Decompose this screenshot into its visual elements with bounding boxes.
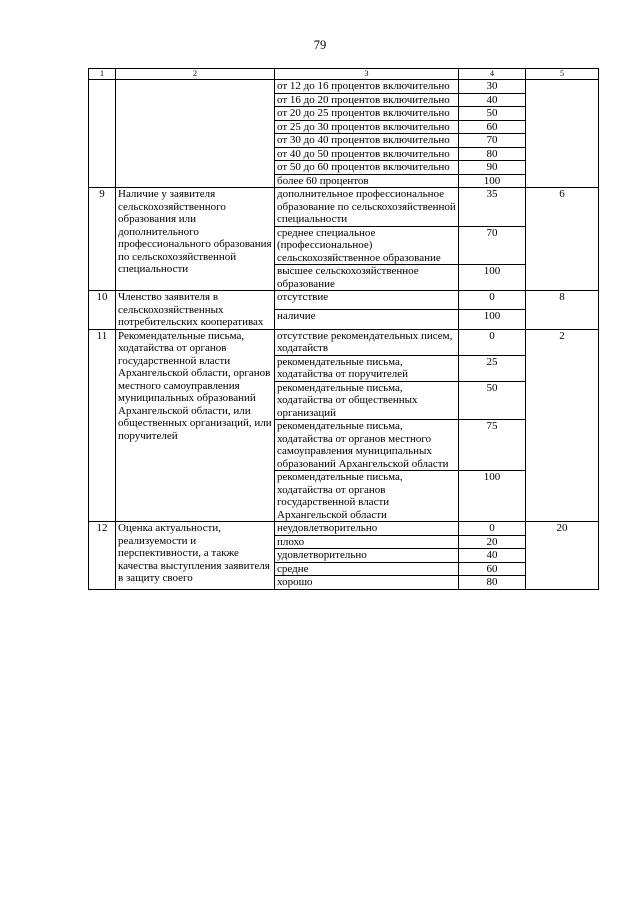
criterion-text: Наличие у заявителя сельскохозяйственного образования или дополнительного профессионального образования по сельскохозяйственной специальности <box>116 188 275 291</box>
max-score: 6 <box>526 188 599 291</box>
row-number: 12 <box>89 522 116 590</box>
option-text: от 12 до 16 процентов включительно <box>275 80 459 94</box>
row-number-cell <box>89 80 116 188</box>
option-value: 90 <box>459 161 526 175</box>
option-text: высшее сельскохозяйственное образование <box>275 265 459 291</box>
max-score: 8 <box>526 291 599 330</box>
option-value: 100 <box>459 471 526 522</box>
option-text: от 30 до 40 процентов включительно <box>275 134 459 148</box>
option-value: 75 <box>459 420 526 471</box>
option-value: 60 <box>459 120 526 134</box>
option-value: 80 <box>459 576 526 590</box>
option-text: от 50 до 60 процентов включительно <box>275 161 459 175</box>
option-text: рекомендательные письма, ходатайства от органов государственной власти Архангельской области <box>275 471 459 522</box>
table-row <box>89 329 599 355</box>
option-text: хорошо <box>275 576 459 590</box>
option-text: плохо <box>275 535 459 549</box>
option-text: средне <box>275 562 459 576</box>
table-row <box>89 291 599 310</box>
option-value: 100 <box>459 174 526 188</box>
row-number: 10 <box>89 291 116 330</box>
option-text: неудовлетворительно <box>275 522 459 536</box>
option-text: от 40 до 50 процентов включительно <box>275 147 459 161</box>
option-text: среднее специальное (профессиональное) сельскохозяйственное образование <box>275 226 459 265</box>
option-value: 30 <box>459 80 526 94</box>
option-value: 0 <box>459 329 526 355</box>
column-number-row <box>89 69 599 80</box>
option-text: рекомендательные письма, ходатайства от общественных организаций <box>275 381 459 420</box>
option-value: 50 <box>459 381 526 420</box>
column-number: 5 <box>526 69 599 80</box>
option-value: 40 <box>459 93 526 107</box>
option-text: наличие <box>275 310 459 329</box>
column-number: 4 <box>459 69 526 80</box>
option-value: 35 <box>459 188 526 227</box>
option-text: от 16 до 20 процентов включительно <box>275 93 459 107</box>
option-value: 50 <box>459 107 526 121</box>
criterion-text: Оценка актуальности, реализуемости и перспективности, а также качества выступления заявителя в защиту своего <box>116 522 275 590</box>
option-value: 60 <box>459 562 526 576</box>
option-value: 20 <box>459 535 526 549</box>
option-value: 70 <box>459 134 526 148</box>
column-number: 2 <box>116 69 275 80</box>
option-value: 80 <box>459 147 526 161</box>
option-text: от 20 до 25 процентов включительно <box>275 107 459 121</box>
max-score-cell <box>526 80 599 188</box>
page-number: 79 <box>313 38 327 52</box>
row-number: 9 <box>89 188 116 291</box>
option-value: 70 <box>459 226 526 265</box>
option-text: отсутствие рекомендательных писем, ходатайств <box>275 329 459 355</box>
option-text: отсутствие <box>275 291 459 310</box>
option-text: более 60 процентов <box>275 174 459 188</box>
option-value: 100 <box>459 265 526 291</box>
option-text: удовлетворительно <box>275 549 459 563</box>
criterion-text: Членство заявителя в сельскохозяйственных потребительских кооперативах <box>116 291 275 330</box>
option-text: дополнительное профессиональное образование по сельскохозяйственной специальности <box>275 188 459 227</box>
option-text: от 25 до 30 процентов включительно <box>275 120 459 134</box>
max-score: 2 <box>526 329 599 522</box>
criterion-cell <box>116 80 275 188</box>
option-value: 25 <box>459 355 526 381</box>
option-text: рекомендательные письма, ходатайства от поручителей <box>275 355 459 381</box>
table-row <box>89 522 599 536</box>
option-value: 40 <box>459 549 526 563</box>
option-value: 0 <box>459 522 526 536</box>
criterion-text: Рекомендательные письма, ходатайства от органов государственной власти Архангельской области, органов местного самоуправления муниципальных образований Архангельской области, или общественных организаций, или поручителей <box>116 329 275 522</box>
table-row <box>89 80 599 94</box>
column-number: 3 <box>275 69 459 80</box>
column-number: 1 <box>89 69 116 80</box>
row-number: 11 <box>89 329 116 522</box>
criteria-table <box>88 68 599 590</box>
table-row <box>89 188 599 227</box>
option-text: рекомендательные письма, ходатайства от органов местного самоуправления муниципальных образований Архангельской области <box>275 420 459 471</box>
option-value: 100 <box>459 310 526 329</box>
max-score: 20 <box>526 522 599 590</box>
option-value: 0 <box>459 291 526 310</box>
